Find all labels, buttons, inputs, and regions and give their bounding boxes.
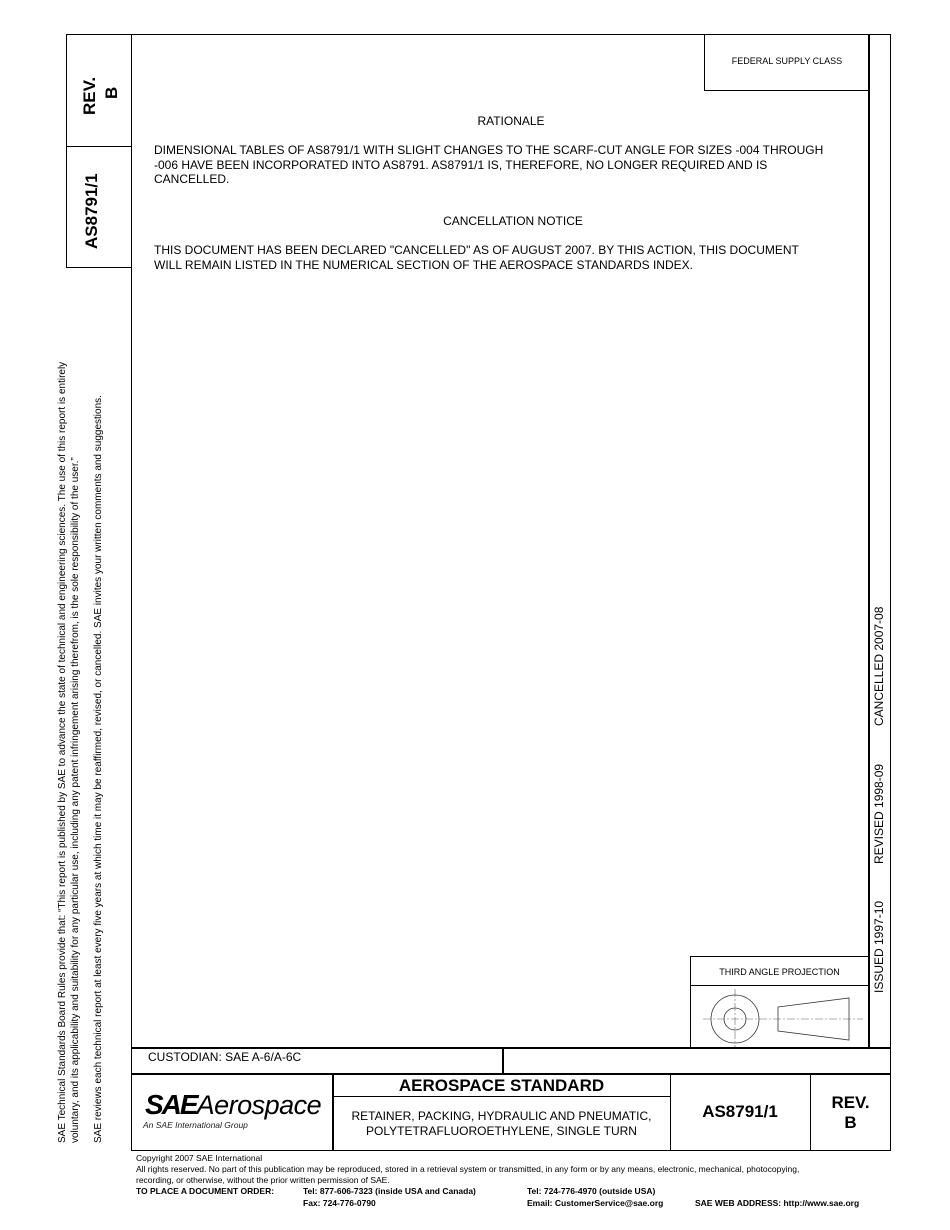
cancellation-line: THIS DOCUMENT HAS BEEN DECLARED "CANCELLED" AS OF AUGUST 2007. BY THIS ACTION, THIS DOCUMENT	[154, 243, 799, 257]
side-doc-number-box	[66, 146, 132, 268]
footer	[136, 1153, 799, 1186]
margin-note-review: SAE reviews each technical report at least every five years at which time it may be reaffirmed, revised, or cancelled. SAE invites your written comments and suggestions.	[93, 395, 104, 1143]
custodian-divider	[502, 1047, 504, 1073]
rationale-line: -006 HAVE BEEN INCORPORATED INTO AS8791. AS8791/1 IS, THEREFORE, NO LONGER REQUIRED AND IS	[154, 157, 768, 172]
issued-date: ISSUED 1997-10	[872, 900, 886, 993]
tel-usa: Tel: 877-606-7323 (inside USA and Canada)	[303, 1186, 476, 1196]
logo-aerospace: Aerospace	[196, 1090, 322, 1120]
document-title-line1: RETAINER, PACKING, HYDRAULIC AND PNEUMATIC,	[351, 1109, 652, 1123]
federal-supply-class-label: FEDERAL SUPPLY CLASS	[731, 56, 843, 66]
rights-line2: recording, or otherwise, without the prior written permission of SAE.	[136, 1175, 390, 1185]
sae-aerospace-logo	[145, 1089, 321, 1121]
standard-type: AEROSPACE STANDARD	[398, 1076, 605, 1095]
title-rev	[810, 1093, 891, 1133]
title-rev-label: REV.	[831, 1093, 870, 1112]
email-link[interactable]: Email: CustomerService@sae.org	[527, 1198, 664, 1208]
side-doc-number: AS8791/1	[82, 173, 101, 249]
rationale-line: CANCELLED.	[154, 172, 230, 186]
cancelled-date: CANCELLED 2007-08	[872, 606, 886, 726]
document-title-line2: POLYTETRAFLUOROETHYLENE, SINGLE TURN	[366, 1124, 637, 1138]
document-title	[333, 1109, 670, 1139]
margin-note-rules-line1: SAE Technical Standards Board Rules provide that: “This report is published by SAE to advance the state of technical and engineering sciences. The use of this report is entirely	[57, 361, 68, 1143]
rationale-body	[154, 143, 823, 187]
cancellation-line: WILL REMAIN LISTED IN THE NUMERICAL SECTION OF THE AEROSPACE STANDARDS INDEX.	[154, 257, 693, 272]
cancellation-body	[154, 243, 799, 272]
revised-date: REVISED 1998-09	[872, 763, 886, 864]
third-angle-projection-label: THIRD ANGLE PROJECTION	[691, 957, 868, 986]
cancellation-heading: CANCELLATION NOTICE	[443, 214, 583, 228]
logo-sae: SAE	[145, 1089, 197, 1120]
order-label: TO PLACE A DOCUMENT ORDER:	[136, 1186, 275, 1196]
side-rev-box	[66, 34, 132, 147]
third-angle-projection-icon	[691, 985, 870, 1049]
rationale-heading: RATIONALE	[477, 114, 545, 128]
side-rev-label: REV.	[80, 76, 99, 115]
fax: Fax: 724-776-0790	[303, 1198, 376, 1208]
title-rev-value: B	[844, 1113, 857, 1132]
web-address-link[interactable]: SAE WEB ADDRESS: http://www.sae.org	[695, 1198, 860, 1208]
federal-supply-class-box	[704, 34, 870, 91]
title-block-top	[131, 1073, 891, 1075]
date-strip-divider	[868, 34, 870, 1048]
side-rev-value: B	[102, 86, 121, 99]
rationale-line: DIMENSIONAL TABLES OF AS8791/1 WITH SLIGHT CHANGES TO THE SCARF-CUT ANGLE FOR SIZES -004 THROUGH	[154, 143, 824, 157]
margin-note-rules-line2: voluntary, and its applicability and suitability for any particular use, including any patent infringement arising therefrom, is the sole responsibility of the user.”	[70, 457, 81, 1143]
custodian: CUSTODIAN: SAE A-6/A-6C	[148, 1050, 302, 1064]
logo-subtitle: An SAE International Group	[143, 1120, 248, 1130]
title-divider	[333, 1096, 670, 1097]
rights-line1: All rights reserved. No part of this publication may be reproduced, stored in a retrieval system or transmitted, in any form or by any means, electronic, mechanical, photocopying,	[136, 1164, 800, 1174]
title-doc-number: AS8791/1	[702, 1102, 778, 1121]
custodian-row-top	[131, 1047, 891, 1049]
copyright: Copyright 2007 SAE International	[136, 1153, 263, 1163]
third-angle-projection-box	[690, 956, 869, 1048]
tel-outside: Tel: 724-776-4970 (outside USA)	[527, 1186, 656, 1196]
